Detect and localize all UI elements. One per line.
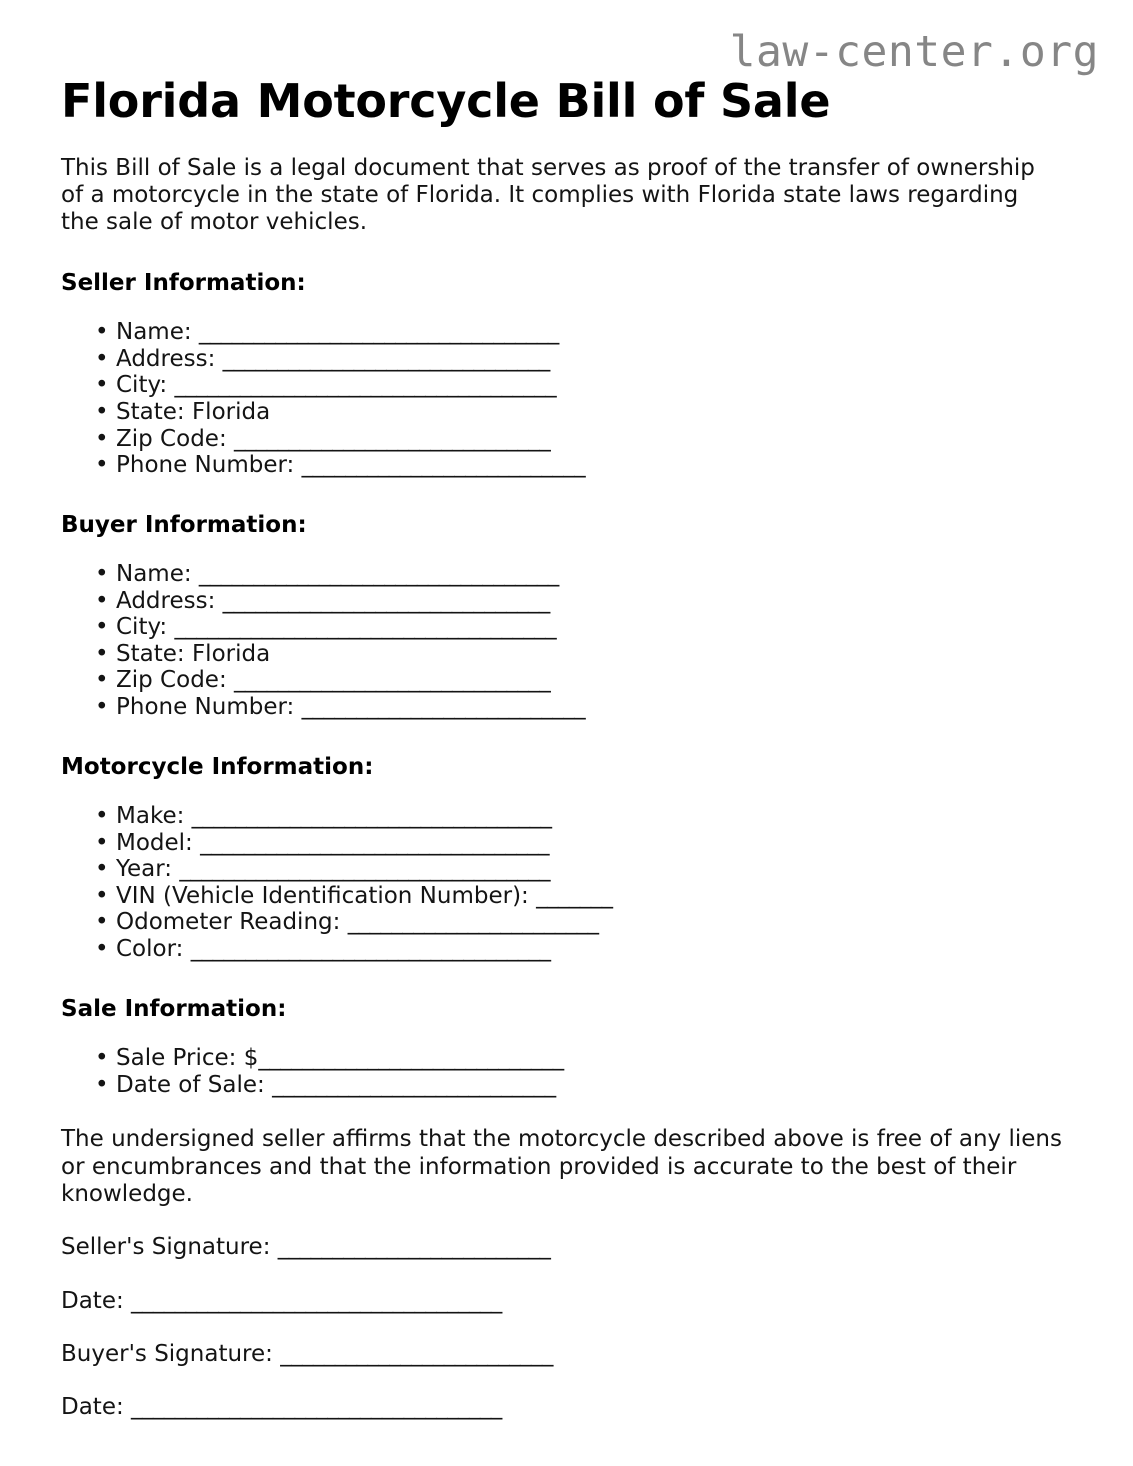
section-heading-sale: Sale Information:	[61, 995, 287, 1022]
field-blank[interactable]: _______________________	[347, 909, 599, 936]
field-label: Seller's Signature:	[61, 1234, 271, 1261]
buyer-date-line	[61, 1394, 1063, 1421]
field-label: Color:	[116, 936, 184, 963]
field-blank[interactable]: __________________________________	[131, 1287, 502, 1314]
field-blank[interactable]: ___________________________________	[174, 614, 556, 641]
field-blank[interactable]: _________________________	[280, 1341, 553, 1368]
list-item	[61, 561, 1063, 588]
field-blank[interactable]: __________________________	[301, 694, 586, 721]
field-label: Date of Sale:	[116, 1071, 265, 1098]
field-blank[interactable]: __________________________	[272, 1071, 556, 1098]
seller-field-list	[61, 319, 1063, 478]
list-item	[61, 319, 1063, 346]
field-blank[interactable]: ______________________________	[222, 587, 550, 614]
field-blank[interactable]: _____________________________	[234, 667, 551, 694]
field-value: Florida	[191, 640, 271, 667]
seller-date-line	[61, 1288, 1063, 1315]
field-blank[interactable]: _______	[536, 882, 613, 909]
sale-field-list	[61, 1045, 1063, 1098]
field-label: VIN (Vehicle Identification Number):	[116, 882, 529, 909]
section-heading-buyer: Buyer Information:	[61, 511, 307, 538]
field-label: Sale Price: $	[116, 1045, 259, 1072]
list-item	[61, 452, 1063, 479]
field-blank[interactable]: _________________________________	[190, 936, 551, 963]
field-blank[interactable]: ____________________________	[258, 1045, 564, 1072]
list-item	[61, 1072, 1063, 1099]
field-blank[interactable]: __________________________________	[131, 1394, 502, 1421]
field-label: Address:	[116, 345, 216, 372]
field-label: Model:	[116, 829, 193, 856]
field-label: Buyer's Signature:	[61, 1341, 273, 1368]
field-label: Phone Number:	[116, 694, 295, 721]
field-blank[interactable]: ___________________________________	[174, 372, 556, 399]
list-item	[61, 856, 1063, 883]
list-item	[61, 936, 1063, 963]
field-label: Year:	[116, 856, 173, 883]
field-label: Phone Number:	[116, 452, 295, 479]
field-label: City:	[116, 614, 168, 641]
document-content	[61, 76, 1063, 1422]
field-label: Zip Code:	[116, 667, 227, 694]
field-blank[interactable]: _________________________________	[198, 561, 559, 588]
affirmation-paragraph: The undersigned seller affirms that the motorcycle described above is free of any liens or encumbrances and that the information provided is accurate to the best of their knowledge.	[61, 1126, 1062, 1208]
list-item	[61, 372, 1063, 399]
field-blank[interactable]: ________________________________	[200, 829, 549, 856]
list-item	[61, 830, 1063, 857]
seller-signature-line	[61, 1234, 1063, 1261]
field-value: Florida	[191, 398, 271, 425]
field-label: State:	[116, 398, 185, 425]
field-blank[interactable]: _________________________	[277, 1234, 551, 1261]
field-blank[interactable]: _________________________________	[191, 803, 552, 830]
list-item	[61, 803, 1063, 830]
field-label: Date:	[61, 1394, 124, 1421]
list-item	[61, 346, 1063, 373]
list-item	[61, 399, 1063, 426]
list-item	[61, 641, 1063, 668]
site-watermark: law-center.org	[729, 27, 1099, 77]
motorcycle-field-list	[61, 803, 1063, 962]
field-blank[interactable]: __________________________	[301, 452, 586, 479]
field-label: Odometer Reading:	[116, 909, 341, 936]
section-heading-seller: Seller Information:	[61, 269, 306, 296]
field-label: Make:	[116, 803, 185, 830]
list-item	[61, 667, 1063, 694]
list-item	[61, 694, 1063, 721]
buyer-field-list	[61, 561, 1063, 720]
field-blank[interactable]: ______________________________	[222, 345, 550, 372]
field-blank[interactable]: __________________________________	[179, 856, 550, 883]
intro-paragraph: This Bill of Sale is a legal document that serves as proof of the transfer of ownership of a motorcycle in the state of Florida. It complies with Florida state laws regarding the sale of motor vehicles.	[61, 154, 1035, 236]
field-blank[interactable]: _________________________________	[198, 319, 559, 346]
field-label: Date:	[61, 1287, 124, 1314]
list-item	[61, 614, 1063, 641]
list-item	[61, 1045, 1063, 1072]
list-item	[61, 426, 1063, 453]
field-label: Zip Code:	[116, 425, 227, 452]
section-heading-motorcycle: Motorcycle Information:	[61, 753, 374, 780]
field-blank[interactable]: _____________________________	[234, 425, 551, 452]
page-title: Florida Motorcycle Bill of Sale	[61, 74, 831, 128]
list-item	[61, 909, 1063, 936]
field-label: City:	[116, 372, 168, 399]
field-label: Name:	[116, 319, 192, 346]
field-label: State:	[116, 640, 185, 667]
field-label: Name:	[116, 561, 192, 588]
field-label: Address:	[116, 587, 216, 614]
signature-block	[61, 1234, 1063, 1421]
list-item	[61, 588, 1063, 615]
list-item	[61, 883, 1063, 910]
buyer-signature-line	[61, 1341, 1063, 1368]
